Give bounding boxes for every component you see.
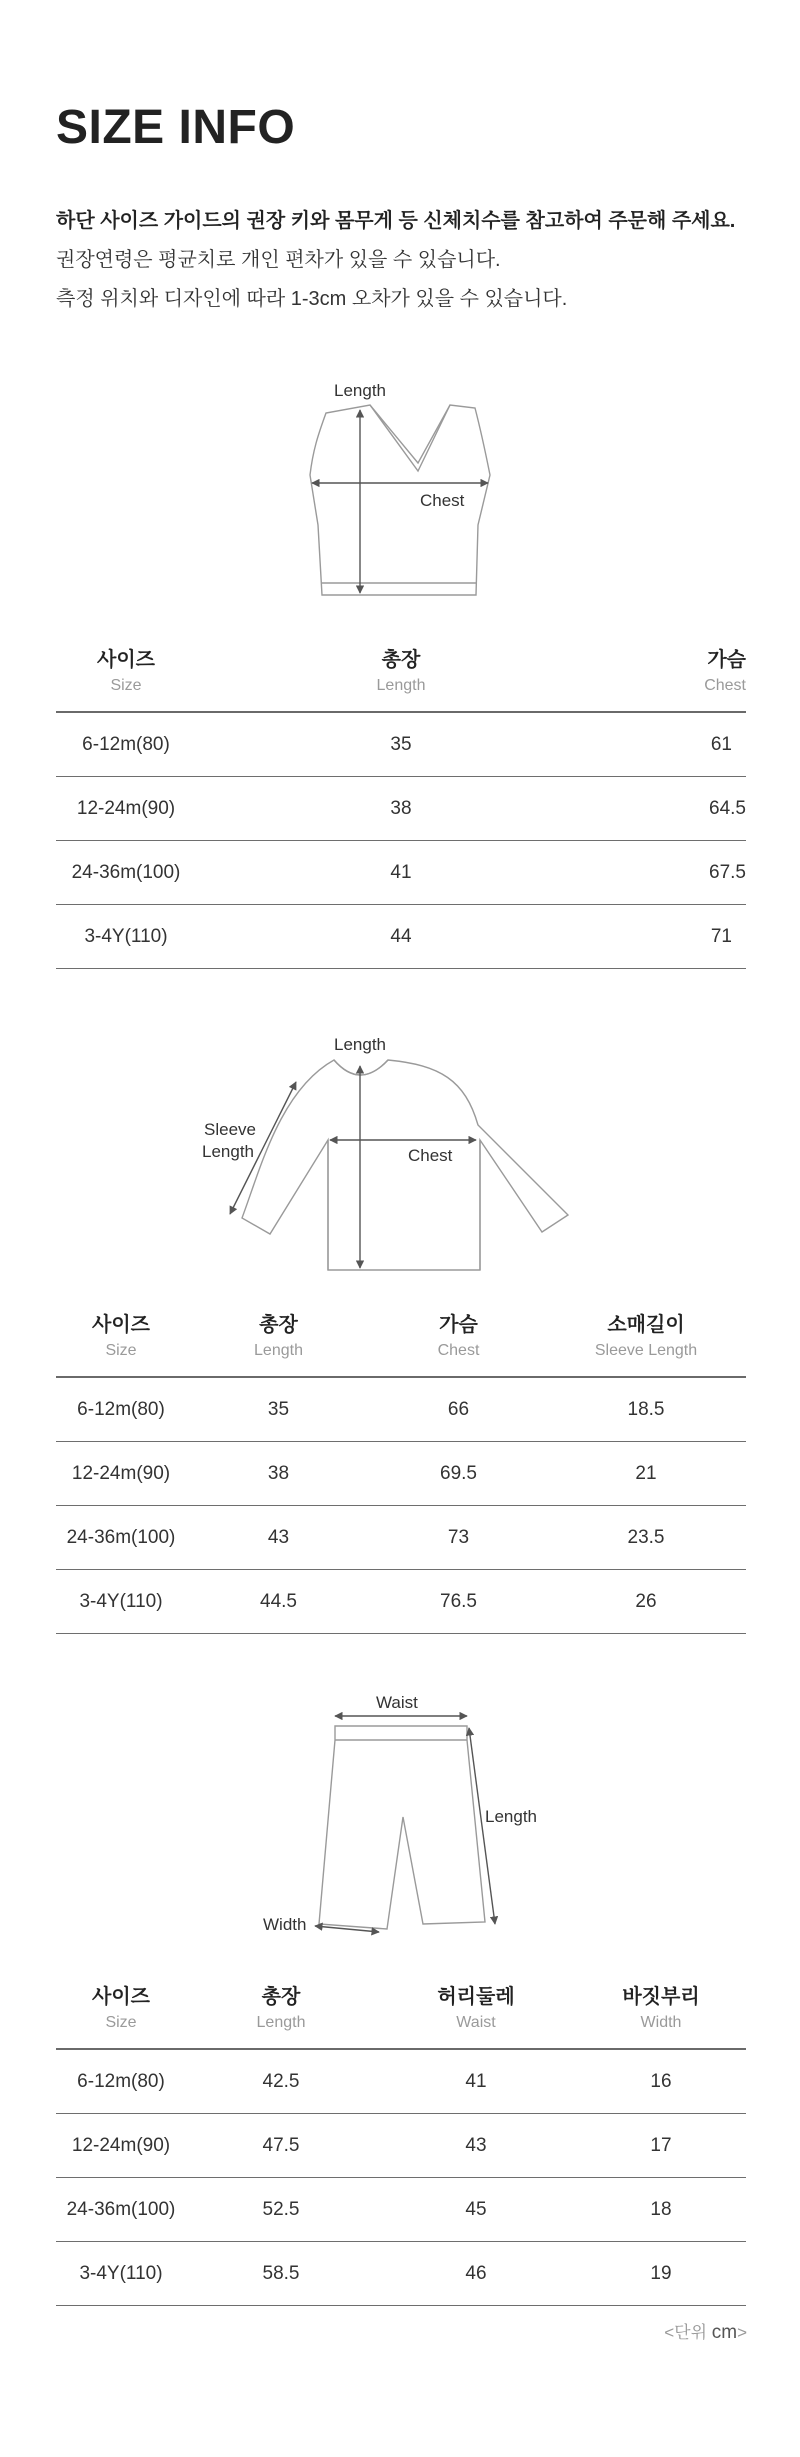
col-size: 사이즈 Size — [56, 1312, 186, 1377]
table-row: 12-24m(90) 47.5 43 17 — [56, 2114, 746, 2178]
col-width: 바짓부리 Width — [576, 1984, 746, 2049]
vest-length-label: Length — [334, 381, 386, 400]
table-row: 3-4Y(110) 44.5 76.5 26 — [56, 1570, 746, 1634]
top-size-table — [56, 1312, 746, 1634]
top-length-label: Length — [334, 1035, 386, 1054]
intro-text — [56, 208, 756, 325]
col-size: 사이즈 Size — [56, 1984, 186, 2049]
table-row: 24-36m(100) 41 67.5 — [56, 841, 746, 905]
table-header-row — [56, 1984, 746, 2049]
table-row: 12-24m(90) 38 69.5 21 — [56, 1442, 746, 1506]
table-row: 6-12m(80) 42.5 41 16 — [56, 2049, 746, 2114]
table-header-row — [56, 647, 746, 712]
page-title: SIZE INFO — [56, 101, 296, 154]
table-row: 6-12m(80) 35 66 18.5 — [56, 1377, 746, 1442]
table-row: 24-36m(100) 43 73 23.5 — [56, 1506, 746, 1570]
pants-width-arrow — [315, 1926, 379, 1932]
top-diagram — [200, 1030, 580, 1280]
pants-length-label: Length — [485, 1807, 537, 1826]
intro-line-3: 측정 위치와 디자인에 따라 1-3cm 오차가 있을 수 있습니다. — [56, 288, 568, 310]
pants-size-table — [56, 1984, 746, 2306]
top-chest-label: Chest — [408, 1146, 453, 1165]
col-waist: 허리둘레 Waist — [376, 1984, 576, 2049]
vest-chest-label: Chest — [420, 491, 465, 510]
col-sleeve: 소매길이 Sleeve Length — [546, 1312, 746, 1377]
table-row: 6-12m(80) 35 61 — [56, 712, 746, 777]
table-header-row — [56, 1312, 746, 1377]
vest-diagram — [300, 375, 500, 615]
pants-outline — [319, 1726, 485, 1929]
col-length: 총장 Length — [186, 1312, 371, 1377]
col-size: 사이즈 Size — [56, 647, 196, 712]
pants-waist-label: Waist — [376, 1693, 418, 1712]
table-row: 3-4Y(110) 58.5 46 19 — [56, 2242, 746, 2306]
vest-size-table — [56, 647, 746, 969]
top-sleeve-label-1: Sleeve — [204, 1120, 256, 1139]
col-chest: 가슴 Chest — [606, 647, 746, 712]
col-length: 총장 Length — [186, 1984, 376, 2049]
unit-note: <단위 cm> — [664, 2322, 747, 2343]
col-chest: 가슴 Chest — [371, 1312, 546, 1377]
col-length: 총장 Length — [196, 647, 606, 712]
pants-diagram — [255, 1692, 555, 1942]
table-row: 12-24m(90) 38 64.5 — [56, 777, 746, 841]
intro-line-1: 하단 사이즈 가이드의 권장 키와 몸무게 등 신체치수를 참고하여 주문해 주세요. — [56, 210, 736, 232]
pants-width-label: Width — [263, 1915, 307, 1934]
top-sleeve-label-2: Length — [202, 1142, 254, 1161]
table-row: 3-4Y(110) 44 71 — [56, 905, 746, 969]
table-row: 24-36m(100) 52.5 45 18 — [56, 2178, 746, 2242]
intro-line-2: 권장연령은 평균치로 개인 편차가 있을 수 있습니다. — [56, 249, 501, 271]
